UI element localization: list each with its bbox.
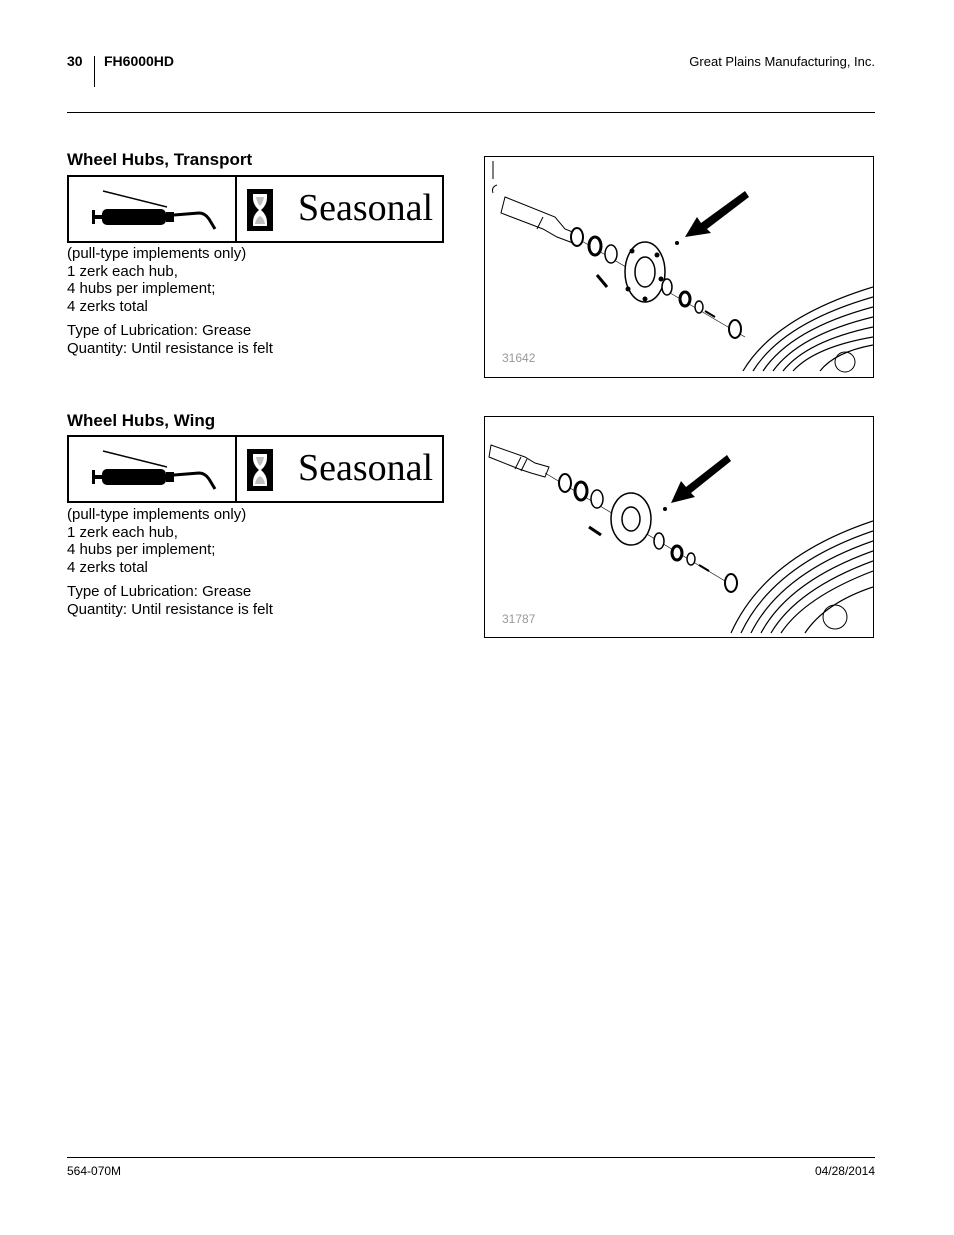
note-line: 1 zerk each hub, [67,262,178,280]
footer-rule [67,1157,875,1158]
hub-exploded-figure [484,156,874,378]
interval-label: Seasonal [298,187,434,229]
interval-label: Seasonal [298,447,434,489]
header-rule [67,112,875,113]
figure-number: 31642 [502,351,536,365]
lubrication-quantity: Quantity: Until resistance is felt [67,600,273,618]
lubrication-type: Type of Lubrication: Grease [67,583,252,600]
document-date: 04/28/2014 [814,1164,875,1178]
section-title: Wheel Hubs, Transport [67,150,253,169]
grease-gun-icon [89,185,221,233]
hub-exploded-figure [484,416,874,638]
note-line: 4 hubs per implement; [67,541,216,558]
page-number: 30 [67,53,83,69]
interval-cell [237,177,442,241]
note-line: 4 zerks total [67,297,148,315]
lubrication-interval-box [67,175,444,243]
company-name: Great Plains Manufacturing, Inc. [689,54,875,69]
lubrication-notes [67,245,273,357]
hourglass-icon [247,189,273,231]
lube-type-cell [69,437,237,501]
note-line: (pull-type implements only) [67,506,247,523]
lube-type-cell [69,177,237,241]
lubrication-type: Type of Lubrication: Grease [67,322,252,339]
figure-number: 31787 [502,612,536,626]
lubrication-quantity: Quantity: Until resistance is felt [67,339,273,357]
model-name: FH6000HD [104,53,175,69]
lubrication-notes [67,506,273,618]
hub-assembly-illustration [485,157,873,377]
header-divider [94,56,95,87]
interval-cell [237,437,442,501]
grease-gun-icon [89,445,221,493]
hub-assembly-illustration [485,417,873,638]
hourglass-icon [247,449,273,491]
note-line: 1 zerk each hub, [67,523,178,541]
note-line: (pull-type implements only) [67,245,247,262]
section-title: Wheel Hubs, Wing [67,411,216,430]
note-line: 4 hubs per implement; [67,280,216,297]
document-id: 564-070M [67,1164,122,1178]
lubrication-interval-box [67,435,444,503]
note-line: 4 zerks total [67,558,148,576]
